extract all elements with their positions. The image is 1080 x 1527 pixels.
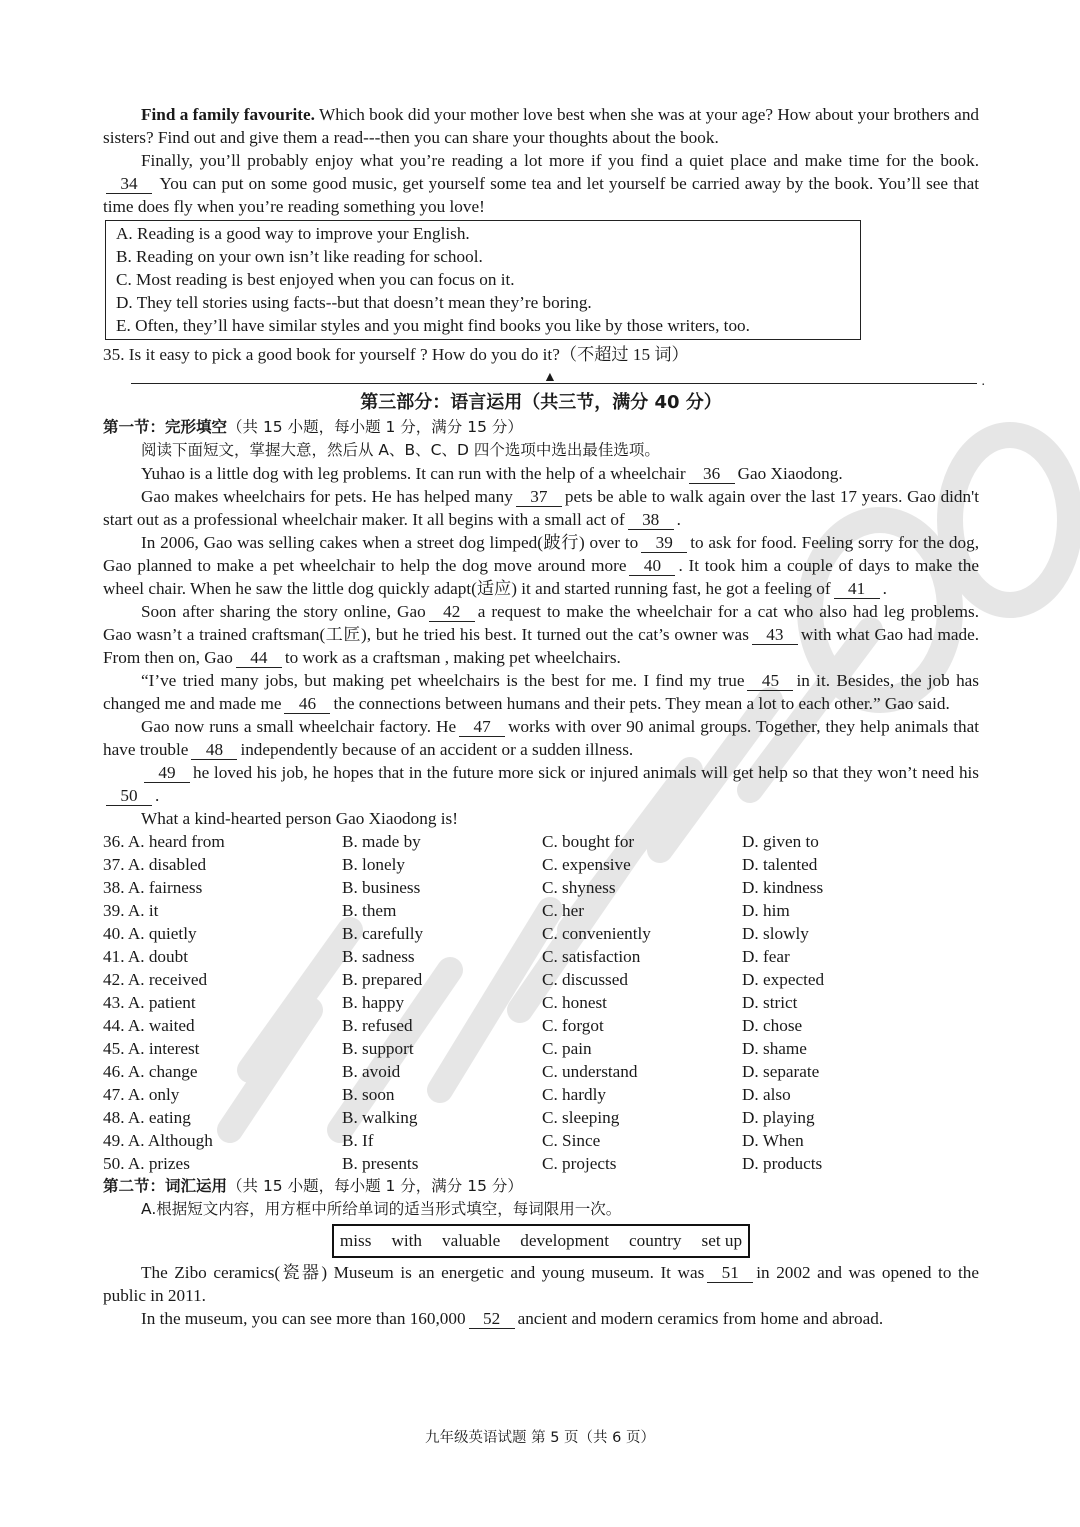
option-row: 42. A. received B. prepared C. discussed D. expected xyxy=(103,970,825,989)
option-row: 39. A. it B. them C. her D. him xyxy=(103,901,790,920)
exam-page xyxy=(103,103,985,1330)
section2-heading: 第二节：词汇运用（共 15 小题，每小题 1 分，满分 15 分） xyxy=(103,1177,523,1195)
paragraph-finally: Finally, you’ll probably enjoy what you’re reading a lot more if you find a quiet place and make time for the book.34 You can put on some good music, get yourself some tea and let yourself be carried away by the book. You’ll see that time does fly when you’re reading something you love! xyxy=(103,151,979,216)
blank-48: 48 xyxy=(191,741,237,760)
word-box xyxy=(103,1224,979,1258)
cloze-paragraph-8: What a kind-hearted person Gao Xiaodong is! xyxy=(141,809,458,828)
blank-45: 45 xyxy=(747,672,793,691)
option-row: 40. A. quietly B. carefully C. conveniently D. slowly xyxy=(103,924,809,943)
answer-line-35 xyxy=(103,370,985,396)
blank-34: 34 xyxy=(106,175,152,194)
word-item: with xyxy=(391,1231,422,1250)
blank-44: 44 xyxy=(236,649,282,668)
blank-52: 52 xyxy=(469,1310,515,1329)
blank-36: 36 xyxy=(689,465,735,484)
option-row: 47. A. only B. soon C. hardly D. also xyxy=(103,1085,791,1104)
blank-47: 47 xyxy=(459,718,505,737)
cloze-paragraph-1: Yuhao is a little dog with leg problems. It can run with the help of a wheelchair 36 Gao Xiaodong. xyxy=(141,464,843,483)
blank-49: 49 xyxy=(144,764,190,783)
option-row: 41. A. doubt B. sadness C. satisfaction D. fear xyxy=(103,947,790,966)
option-c: C. Most reading is best enjoyed when you can focus on it. xyxy=(116,270,515,289)
word-item: country xyxy=(629,1231,682,1250)
option-a: A. Reading is a good way to improve your English. xyxy=(116,224,470,243)
vocab-paragraph-2: In the museum, you can see more than 160,000 52 ancient and modern ceramics from home and abroad. xyxy=(141,1309,884,1328)
cloze-paragraph-4: Soon after sharing the story online, Gao 42 a request to make the wheelchair for a cat who also had leg problems. Gao wasn’t a trained craftsman(工匠), but he tried his best. It turned out the cat’s owner was 43 with what Gao had made. From then on, Gao 44 to work as a craftsman , making pet wheelchairs. xyxy=(103,602,980,667)
paragraph-family-favourite: Find a family favourite. Which book did your mother love best when she was at your age? How about your brothers and sisters? Find out and give them a read---then you can share your thoughts about the book. xyxy=(103,105,980,147)
option-row: 43. A. patient B. happy C. honest D. strict xyxy=(103,993,798,1012)
section1-instruction: 阅读下面短文，掌握大意，然后从 A、B、C、D 四个选项中选出最佳选项。 xyxy=(141,441,660,459)
page-footer: 九年级英语试题 第 5 页（共 6 页） xyxy=(425,1430,655,1446)
blank-41: 41 xyxy=(834,580,880,599)
blank-37: 37 xyxy=(516,488,562,507)
option-row: 50. A. prizes B. presents C. projects D. products xyxy=(103,1154,823,1173)
vocab-paragraph-1: The Zibo ceramics(瓷器) Museum is an energetic and young museum. It was 51 in 2002 and was opened to the public in 2011. xyxy=(103,1263,979,1305)
cloze-paragraph-3: In 2006, Gao was selling cakes when a street dog limped(跛行) over to 39 to ask for food. Feeling sorry for the dog, Gao planned to make a pet wheelchair to help the dog move around more 40 . It took him a couple of days to make the wheel chair. When he saw the little dog quickly adapt(适应) it and started running fast, he got a feeling of 41 . xyxy=(103,533,979,598)
cloze-paragraph-6: Gao now runs a small wheelchair factory. He 47 works with over 90 animal groups. Together, they help animals that have trouble 48 independently because of an accident or a sudden illness. xyxy=(103,717,979,759)
blank-40: 40 xyxy=(629,557,675,576)
section1-heading: 第一节：完形填空（共 15 小题，每小题 1 分，满分 15 分） xyxy=(103,418,523,436)
word-item: set up xyxy=(701,1231,743,1250)
cloze-options xyxy=(103,830,979,1175)
option-e: E. Often, they’ll have similar styles and you might find books you like by those writers, too. xyxy=(116,316,750,335)
word-item: valuable xyxy=(442,1231,501,1250)
blank-50: 50 xyxy=(106,787,152,806)
answer-rule xyxy=(131,383,977,384)
blank-42: 42 xyxy=(429,603,475,622)
option-b: B. Reading on your own isn’t like reading for school. xyxy=(116,247,483,266)
section2-instruction: A.根据短文内容，用方框中所给单词的适当形式填空，每词限用一次。 xyxy=(141,1200,622,1218)
rule-end-dot: . xyxy=(981,374,985,389)
option-row: 48. A. eating B. walking C. sleeping D. playing xyxy=(103,1108,815,1127)
option-row: 38. A. fairness B. business C. shyness D. kindness xyxy=(103,878,824,897)
option-row: 44. A. waited B. refused C. forgot D. chose xyxy=(103,1016,803,1035)
option-row: 37. A. disabled B. lonely C. expensive D. talented xyxy=(103,855,818,874)
word-item: development xyxy=(520,1231,609,1250)
option-row: 46. A. change B. avoid C. understand D. separate xyxy=(103,1062,820,1081)
blank-51: 51 xyxy=(707,1264,753,1283)
answer-marker-icon: ▲ xyxy=(543,370,557,385)
blank-43: 43 xyxy=(752,626,798,645)
options-box xyxy=(105,220,861,340)
option-d: D. They tell stories using facts--but that doesn’t mean they’re boring. xyxy=(116,293,592,312)
cloze-paragraph-7: 49 he loved his job, he hopes that in the future more sick or injured animals will get help so that they won’t need his50 . xyxy=(103,761,979,807)
blank-46: 46 xyxy=(284,695,330,714)
part3-title: 第三部分：语言运用（共三节，满分 40 分） xyxy=(360,392,722,413)
question-35: 35. Is it easy to pick a good book for yourself ? How do you do it?（不超过 15 词） xyxy=(103,345,689,364)
word-item: miss xyxy=(339,1231,372,1250)
blank-38: 38 xyxy=(628,511,674,530)
option-row: 49. A. Although B. If C. Since D. When xyxy=(103,1131,804,1150)
option-row: 45. A. interest B. support C. pain D. shame xyxy=(103,1039,807,1058)
cloze-paragraph-2: Gao makes wheelchairs for pets. He has helped many 37 pets be able to walk again over the last 17 years. Gao didn't start out as a professional wheelchair maker. It all begins with a small act of 38 . xyxy=(103,487,979,529)
cloze-paragraph-5: “I’ve tried many jobs, but making pet wheelchairs is the best for me. I find my true 45 in it. Besides, the job has changed me and made me 46 the connections between humans and their pets. They mean a lot to each other.” Gao said. xyxy=(103,671,979,713)
option-row: 36. A. heard from B. made by C. bought for D. given to xyxy=(103,832,819,851)
blank-39: 39 xyxy=(641,534,687,553)
